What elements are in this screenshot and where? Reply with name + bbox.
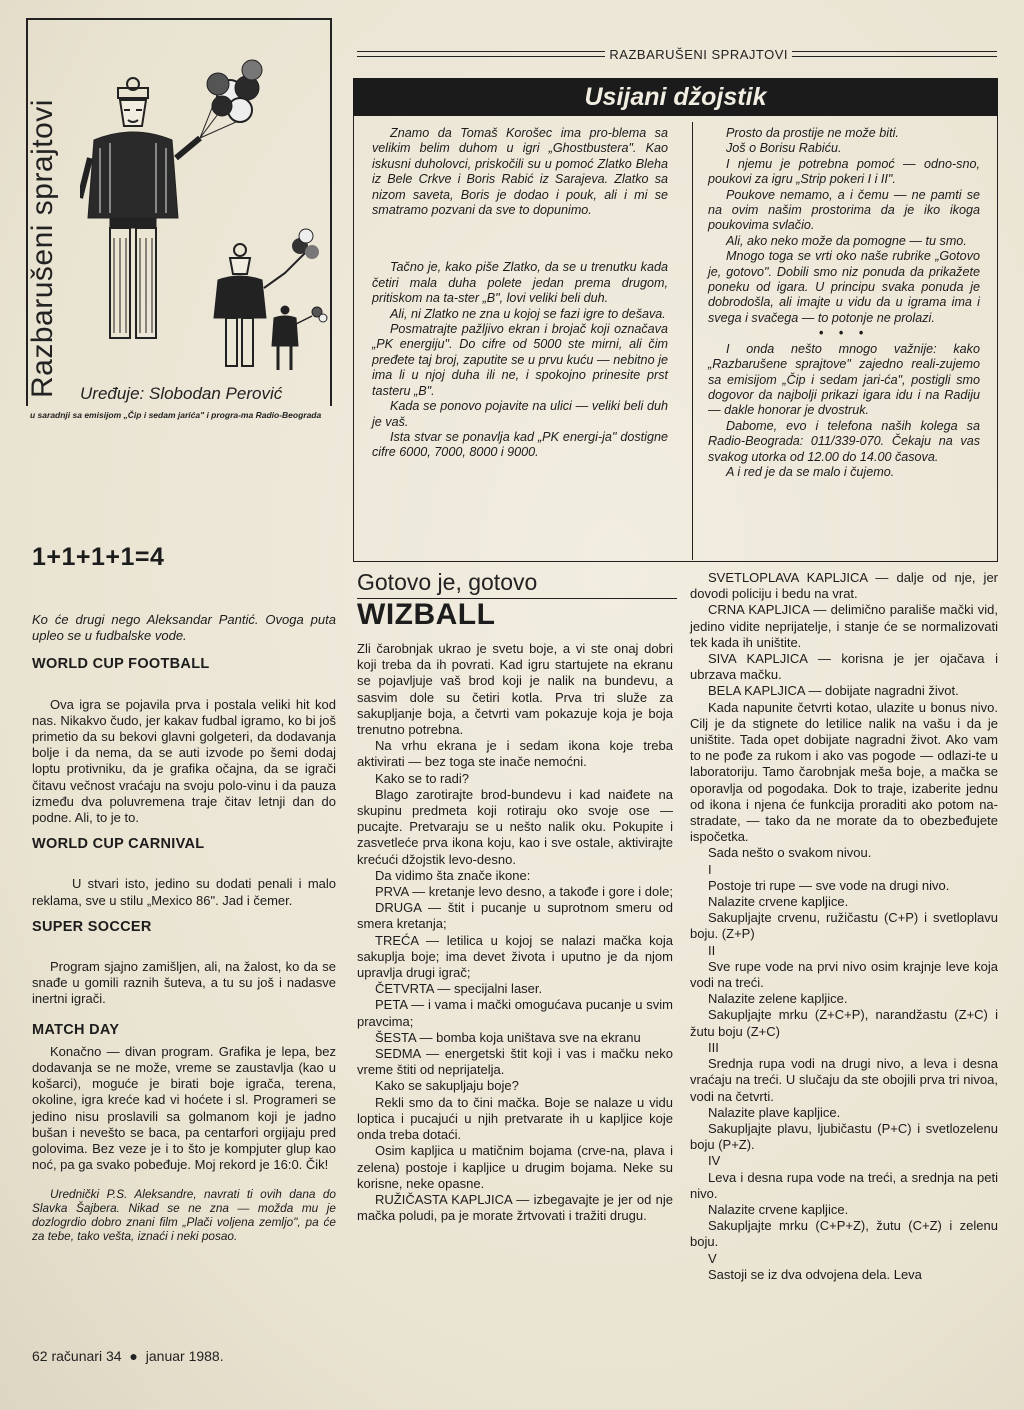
section-header xyxy=(357,46,997,62)
paragraph: Sakupljajte plavu, ljubičastu (P+C) i svetlozelenu boju (P+Z). xyxy=(690,1120,998,1153)
paragraph: Srednja rupa vodi na drugi nivo, a leva i desna vraćaju na treći. U slučaju da ste obojili prva tri nivoa, vodi na četvrti. xyxy=(690,1056,998,1104)
paragraph: Prosto da prostije ne može biti. xyxy=(726,126,899,140)
game-review: Ova igra se pojavila prva i postala veliki hit kod nas. Nikakvo čudo, jer kakav fudbal igramo, ko bi još primetio da su bekovi glavni golgeteri, da dodavanja bolje i da nema, da se auti izvode po šemi dodaj loptu protivniku, da je grafika očajna, da se igrači čitavu večnost vraćaju na svoju polo-vinu i da pauza između dva poluvremena traje čitav letnji dan do podne. Ali, to je to. xyxy=(32,696,336,826)
paragraph: Postoje tri rupe — sve vode na drugi nivo. xyxy=(708,877,950,893)
level-number: IV xyxy=(708,1153,721,1169)
wizball-column-1 xyxy=(357,641,673,1224)
game-review: Program sjajno zamišljen, ali, na žalost, ko da se snađe u gomili raznih šuteva, a tu su još i nadasve inertni igrači. xyxy=(32,959,336,1007)
game-title: WORLD CUP CARNIVAL xyxy=(32,836,205,853)
section-header-label: RAZBARUŠENI SPRAJTOVI xyxy=(609,46,788,62)
paragraph: Ali, ako neko može da pomogne — tu smo. xyxy=(726,233,967,248)
paragraph: Posmatrajte pažljivo ekran i brojač koji označava „PK energiju". Do cifre od 5000 ste mirni, ali čim pređete taj broj, zaputite se u prvu kuću — nebitno je ima li u njoj duha ili ne, i spokojno prinesite prst tasteru „B". xyxy=(372,322,668,398)
paragraph: Osim kapljica u matičnim bojama (crve-na, plava i zelena) postoje i kapljice u drugim bojama. Neke su korisne, neke opasne. xyxy=(357,1143,673,1191)
football-article xyxy=(32,612,336,1243)
paragraph: Nalazite plave kapljice. xyxy=(708,1104,841,1120)
paragraph: SEDMA — energetski štit koji i vas i mačku neko vreme štiti od neprijatelja. xyxy=(357,1046,673,1078)
paragraph: Sada nešto o svakom nivou. xyxy=(708,845,872,861)
paragraph: CRNA KAPLJICA — delimično parališe mački vid, jedino vidite neprijatelje, i stanje će se normalizovati tek kada ih uništite. xyxy=(690,602,998,650)
paragraph: Rekli smo da to čini mačka. Boje se nalaze u vidu loptica i pucajući u njih pretvarate ih u kapljice koje onda treba dotaći. xyxy=(357,1094,673,1143)
magazine-issue: računari 34 xyxy=(51,1348,122,1364)
paragraph: Nalazite zelene kapljice. xyxy=(708,991,848,1007)
paragraph: Blago zarotirajte brod-bundevu i kad naiđete na skupinu predmeta koji rotiraju oko svoje ose — pucajte. Pretvaraju se u nešto nalik oku. Pokupite i zasvetleće prva ikona koju, kao i sve ostale, aktivirajte krećući džojstik levo-desno. xyxy=(357,786,673,867)
boxed-column-right xyxy=(708,126,980,480)
game-title: WORLD CUP FOOTBALL xyxy=(32,656,210,673)
game-review: U stvari isto, jedino su dodati penali i malo reklama, sve u stilu „Mexico 86". Jad i čemer. xyxy=(32,876,336,908)
level-number: V xyxy=(708,1250,717,1266)
bullet-icon: ● xyxy=(129,1348,138,1364)
game-review: Konačno — divan program. Grafika je lepa, bez dodavanja se ne može, vreme se zaustavlja (kao u košarci), moguće je birati boje igrača, terena, okoline, igra kreće kad vi hoćete i sl. Programeri se jedino nisu proslavili sa golmanom koji je jadno bušan i nevešto se baca, pa centarfori orgijaju pred golovima. Bez veze je i to što je kompjuter glup kao noć, pa ga svako pobeđuje. Moj rekord je 16:0. Čik! xyxy=(32,1043,336,1173)
level-number: I xyxy=(708,861,712,877)
paragraph: Kako se to radi? xyxy=(375,770,469,786)
spacer xyxy=(372,218,668,260)
paragraph: TREĆA — letilica u kojoj se nalazi mačka koja sakuplja boje; ima devet života i uputno je da njom upravlja drugi igrač; xyxy=(357,932,673,981)
paragraph: Nalazite crvene kapljice. xyxy=(708,1201,849,1217)
paragraph: Još o Borisu Rabiću. xyxy=(726,141,842,156)
paragraph: PETA — i vama i mački omogućava pucanje u svim pravcima; xyxy=(357,997,673,1029)
paragraph: Sakupljajte crvenu, ružičastu (C+P) i svetloplavu boju. (Z+P) xyxy=(690,910,998,942)
page-footer xyxy=(32,1348,224,1364)
paragraph: Na vrhu ekrana je i sedam ikona koje treba aktivirati — bez toga ste inače nemoćni. xyxy=(357,738,673,770)
paragraph: Sve rupe vode na prvi nivo osim krajnje leve koja vodi na treći. xyxy=(690,958,998,991)
page-number: 62 xyxy=(32,1348,48,1364)
header-rule-left xyxy=(357,51,605,57)
paragraph: Kako se sakupljaju boje? xyxy=(375,1078,519,1094)
paragraph: RUŽIČASTA KAPLJICA — izbegavajte je jer od nje mačka poludi, pa je morate žrtvovati i tražiti drugu. xyxy=(357,1191,673,1224)
paragraph: ČETVRTA — specijalni laser. xyxy=(375,981,543,997)
wizball-title: WIZBALL xyxy=(357,598,496,631)
paragraph: Ali, ni Zlatko ne zna u kojoj se fazi igre to dešava. xyxy=(390,306,666,321)
boxed-article-divider xyxy=(692,122,693,560)
paragraph: SVETLOPLAVA KAPLJICA — dalje od nje, jer dovodi policiju i bedu na vrat. xyxy=(690,570,998,602)
paragraph: Tačno je, kako piše Zlatko, da se u trenutku kada četiri mala duha polete jedan prema drugom, pritiskom na ta-ster „B", lovi veliki beli duh. xyxy=(372,260,668,306)
paragraph: ŠESTA — bomba koja uništava sve na ekranu xyxy=(375,1029,641,1045)
paragraph: Kada napunite četvrti kotao, ulazite u bonus nivo. Cilj je da stignete do letilice nalik na vašu i da je uništite. Tada opet dobijate nagradni život. Ako vam to ne pođe za rukom i ako vas pogode — odlazi-te u laboratoriju. Tamo čarobnjak meša boje, a mačka se oporavlja od pogodaka. Dok to traje, izaberite jednu od ikona i njena će funkcija proraditi ako potom na-stradate, — tako da ne morate da to obezbeđujete ispočetka. xyxy=(690,699,998,845)
paragraph: Sakupljajte mrku (Z+C+P), narandžastu (Z+C) i žutu boju (Z+C) xyxy=(690,1007,998,1039)
game-title: MATCH DAY xyxy=(32,1021,120,1038)
paragraph: Znamo da Tomaš Korošec ima pro-blema sa velikim belim duhom u igri „Ghostbustera". Kao iskusni duholovci, priskočili su u pomoć Zlatko Bleha iz Bele Crkve i Boris Rabić iz Sarajeva. Zlatko sa nizom saveta, Boris je dodao i pouk, ali i mi se smatramo pozvani da sve to dopunimo. xyxy=(372,126,668,218)
level-number: II xyxy=(708,942,716,958)
paragraph: Mnogo toga se vrti oko naše rubrike „Gotovo je, gotovo". Dobili smo niz ponuda da prikažete poneku od igara. U principu svaka ponuda je dobrodošla, ali imajte u vidu da u igrama ima i svega i svačega — to potonje ne prolazi. xyxy=(708,249,980,325)
clown-figure-small xyxy=(272,306,327,370)
paragraph: PRVA — kretanje levo desno, a takođe i gore i dole; xyxy=(375,884,673,900)
editor-postscript: Urednički P.S. Aleksandre, navrati ti ovih dana do Slavka Šajbera. Nikad se ne zna — možda mu je dozlogrdio dobro znani film „Plači voljena zemljo", pa će za tebe, tako vešta, iznaći i neki posao. xyxy=(32,1187,336,1244)
paragraph: Nalazite crvene kapljice. xyxy=(708,894,849,910)
paragraph: Poukove nemamo, a i čemu — ne pamti se na ovim našim prostorima da je iko ikoga poukovima svlačio. xyxy=(708,187,980,233)
paragraph: SIVA KAPLJICA — korisna je jer ojačava i ubrzava mačku. xyxy=(690,651,998,683)
balloon-clown-illustration xyxy=(80,48,330,378)
paragraph: DRUGA — štit i pucanje u suprotnom smeru od smera kretanja; xyxy=(357,900,673,932)
paragraph: Ista stvar se ponavlja kad „PK energi-ja" dostigne cifre 6000, 7000, 8000 i 9000. xyxy=(372,429,668,460)
header-rule-right xyxy=(792,51,997,57)
paragraph: A i red je da se malo i čujemo. xyxy=(726,464,895,479)
paragraph: Da vidimo šta znače ikone: xyxy=(375,867,531,883)
balloons-medium xyxy=(292,229,319,259)
rubric-kicker: Gotovo je, gotovo xyxy=(357,569,538,595)
level-number: III xyxy=(708,1039,719,1055)
paragraph: Leva i desna rupa vode na treći, a srednja na peti nivo. xyxy=(690,1169,998,1201)
editor-note: u saradnji sa emisijom „Čip i sedam jarića" i progra-ma Radio-Beograda xyxy=(30,410,322,420)
wizball-column-2 xyxy=(690,570,998,1283)
boxed-column-left xyxy=(372,126,668,461)
paragraph: Kada se ponovo pojavite na ulici — veliki beli duh je vaš. xyxy=(372,399,668,429)
paragraph: BELA KAPLJICA — dobijate nagradni život. xyxy=(708,683,959,699)
article-headline: 1+1+1+1=4 xyxy=(32,543,165,571)
separator-dots: • • • xyxy=(818,326,870,341)
issue-date: januar 1988. xyxy=(145,1348,224,1364)
banner-title: Usijani džojstik xyxy=(353,78,998,116)
paragraph: Dabome, evo i telefona naših kolega sa Radio-Beograda: 011/339-070. Čekaju na vas svakog utorka od 12.00 do 14.00 časova. xyxy=(708,418,980,464)
editor-credit: Uređuje: Slobodan Perović xyxy=(80,384,283,403)
article-intro: Ko će drugi nego Aleksandar Pantić. Ovoga puta upleo se u fudbalske vode. xyxy=(32,612,336,644)
paragraph: Zli čarobnjak ukrao je svetu boje, a vi ste onaj dobri koji treba da ih povrati. Kad igru startujete na ekranu se pojavljuje vaš brod koji je nalik na bundevu, a sasvim dole su četiri kotla. Prva tri služe za sakupljanje boja, a četvrti vam pokazuje koja je boja trenutno potrebna. xyxy=(357,641,673,738)
paragraph: I njemu je potrebna pomoć — odno-sno, poukovi za igru „Strip pokeri I i II". xyxy=(708,156,980,187)
game-title: SUPER SOCCER xyxy=(32,918,152,935)
paragraph: I onda nešto mnogo važnije: kako „Razbarušene sprajtove" zajedno reali-zujemo sa emisijom „Čip i sedam jari-ća", postigli smo dogovor da najbolji prikazi igara idu i na Radiju — dakle honorar je dvostruk. xyxy=(708,341,980,418)
balloons-large xyxy=(207,60,262,122)
column-title: Razbarušeni sprajtovi xyxy=(26,99,59,398)
paragraph: Sastoji se iz dva odvojena dela. Leva xyxy=(708,1266,922,1282)
paragraph: Sakupljajte mrku (C+P+Z), žutu (C+Z) i zelenu boju. xyxy=(690,1218,998,1250)
